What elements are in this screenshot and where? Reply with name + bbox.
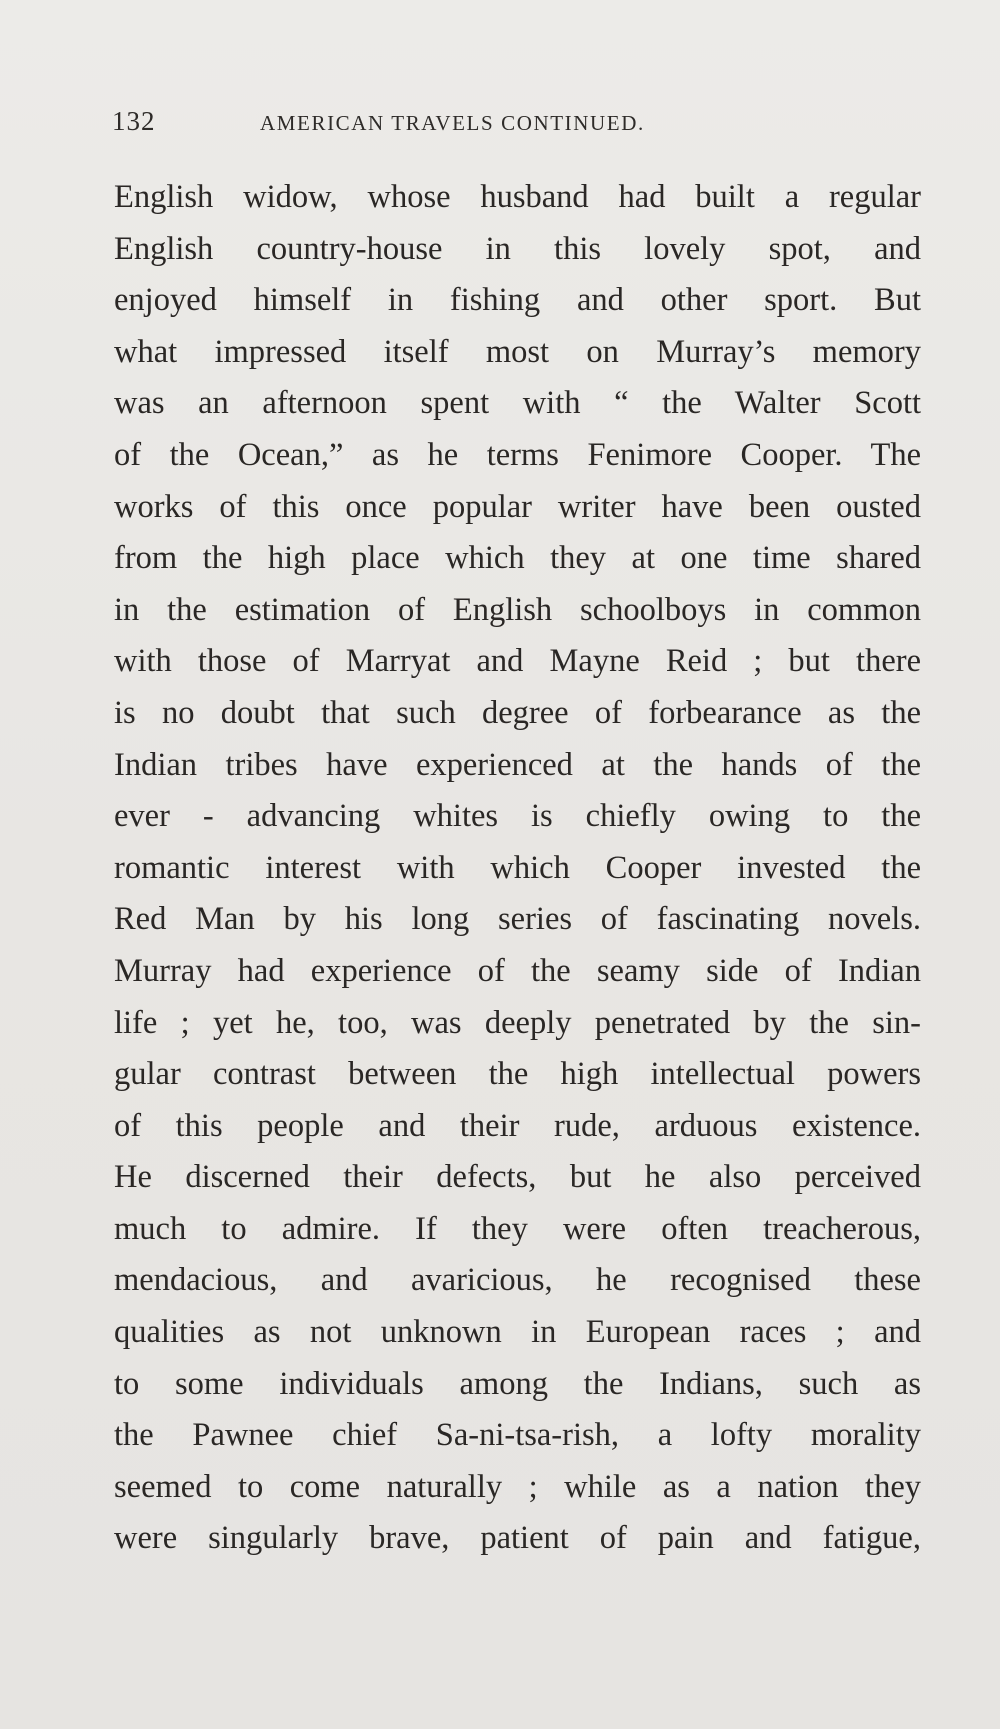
text-line: Red Man by his long series of fascinating novels. <box>114 901 921 938</box>
text-line: mendacious, and avaricious, he recognised these <box>114 1262 921 1299</box>
running-head <box>112 106 932 146</box>
page-number: 132 <box>112 106 156 136</box>
text-line: Murray had experience of the seamy side of Indian <box>114 952 921 989</box>
running-title: AMERICAN TRAVELS CONTINUED. <box>260 111 645 135</box>
text-line: He discerned their defects, but he also perceived <box>114 1159 921 1196</box>
text-line: ever - advancing whites is chiefly owing to the <box>114 798 921 835</box>
text-line: the Pawnee chief Sa-ni-tsa-rish, a lofty morality <box>114 1417 921 1454</box>
text-line: English widow, whose husband had built a regular <box>114 179 921 215</box>
text-line: enjoyed himself in fishing and other sport. But <box>114 282 921 319</box>
text-line: to some individuals among the Indians, such as <box>114 1365 921 1402</box>
text-line: English country-house in this lovely spot, and <box>114 230 921 267</box>
text-line: from the high place which they at one time shared <box>114 540 921 577</box>
text-line: of this people and their rude, arduous existence. <box>114 1107 921 1144</box>
text-line: what impressed itself most on Murray’s memory <box>114 333 921 370</box>
text-line: was an afternoon spent with “ the Walter Scott <box>114 385 921 422</box>
text-line: seemed to come naturally ; while as a nation they <box>114 1468 921 1505</box>
body-text <box>114 172 921 1565</box>
text-line: works of this once popular writer have been ousted <box>114 488 921 525</box>
text-line: much to admire. If they were often treacherous, <box>114 1210 921 1247</box>
text-line: is no doubt that such degree of forbearance as the <box>114 694 921 731</box>
text-line: life ; yet he, too, was deeply penetrated by the sin- <box>114 1004 921 1041</box>
text-line: with those of Marryat and Mayne Reid ; but there <box>114 643 921 680</box>
text-line: were singularly brave, patient of pain and fatigue, <box>114 1520 921 1557</box>
text-line: gular contrast between the high intellectual powers <box>114 1056 921 1093</box>
text-line: qualities as not unknown in European races ; and <box>114 1314 921 1351</box>
text-line: of the Ocean,” as he terms Fenimore Cooper. The <box>114 436 921 473</box>
text-line: in the estimation of English schoolboys in common <box>114 591 921 628</box>
text-line: Indian tribes have experienced at the hands of the <box>114 746 921 783</box>
text-line: romantic interest with which Cooper invested the <box>114 849 921 886</box>
